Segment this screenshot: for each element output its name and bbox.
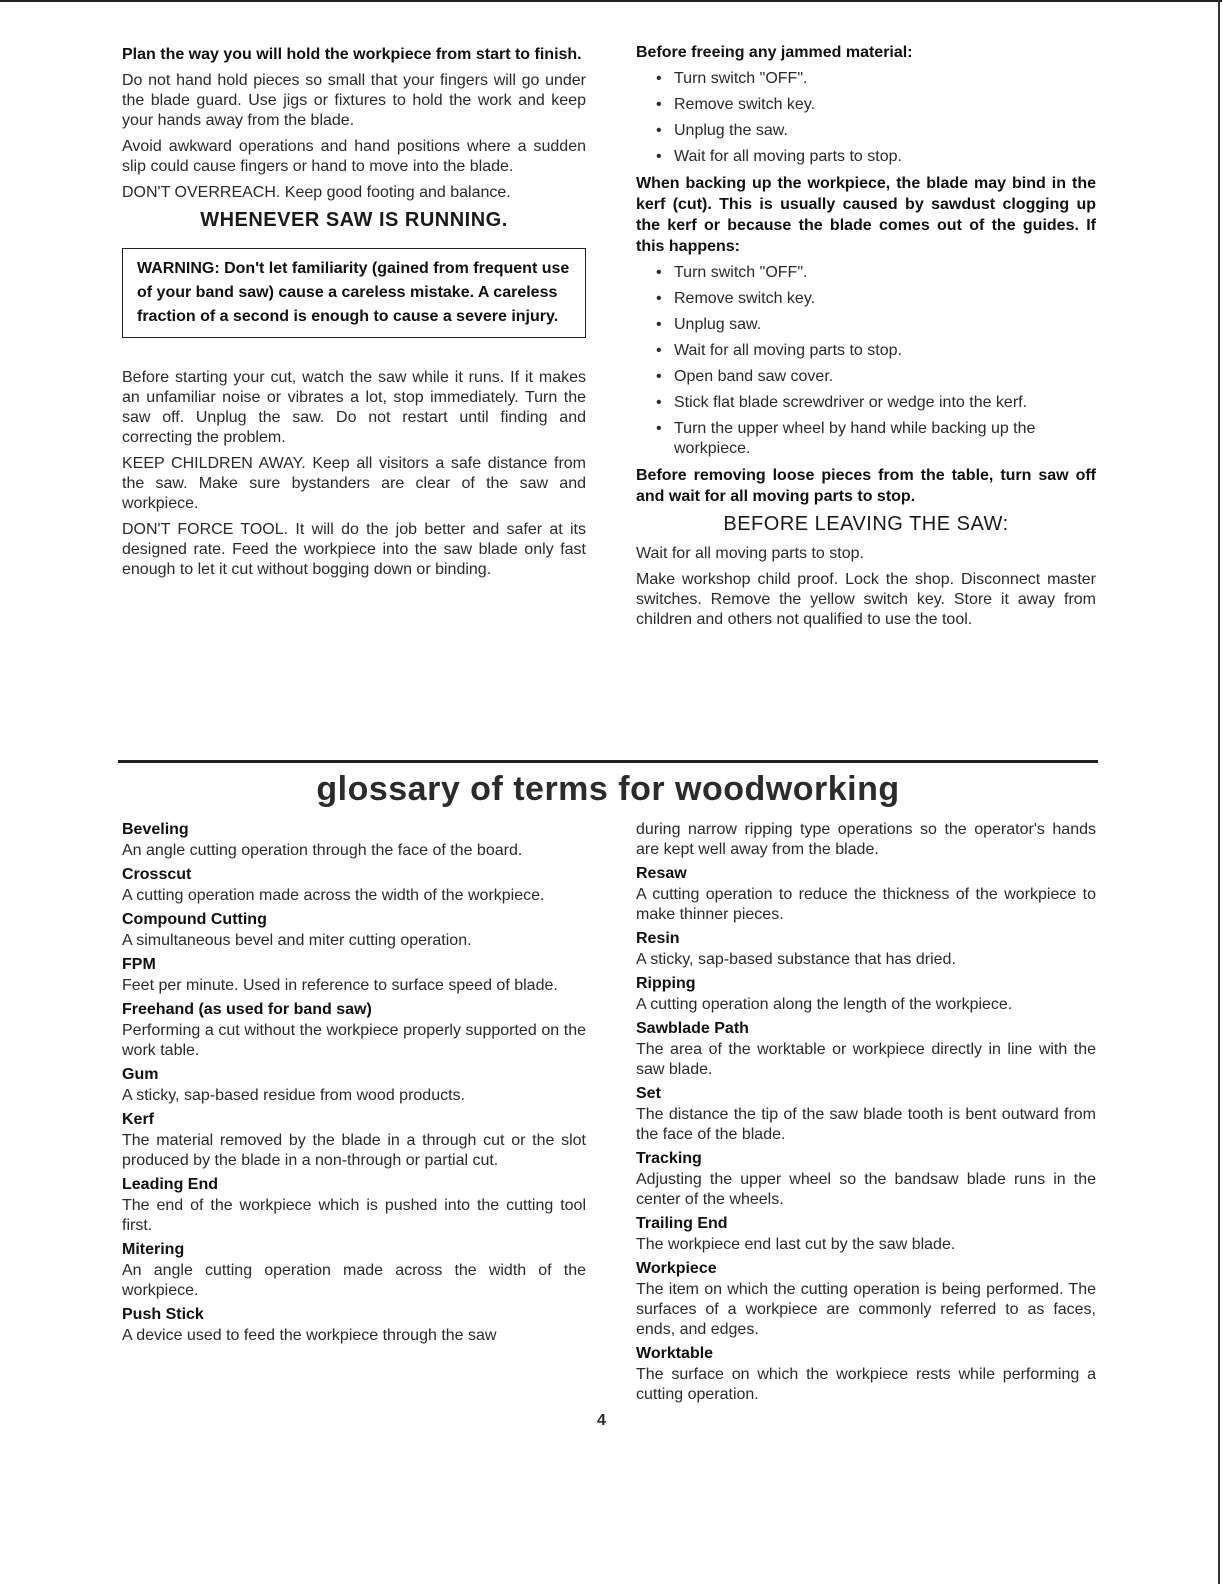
- list-item: • Unplug saw.: [636, 315, 1096, 335]
- glossary-entry: [122, 1000, 586, 1061]
- glossary-definition: Adjusting the upper wheel so the bandsaw blade runs in the center of the wheels.: [636, 1171, 1096, 1208]
- glossary-entry: [636, 1084, 1096, 1145]
- paragraph: Avoid awkward operations and hand positions where a sudden slip could cause fingers or hand to move into the blade.: [122, 138, 586, 175]
- paragraph: Wait for all moving parts to stop.: [636, 545, 864, 562]
- jammed-material-heading: Before freeing any jammed material:: [636, 44, 913, 61]
- glossary-entry: [122, 1110, 586, 1171]
- list-item: • Remove switch key.: [636, 289, 1096, 309]
- glossary-term: Ripping: [636, 975, 696, 992]
- glossary-term: Set: [636, 1085, 661, 1102]
- glossary-entry: [122, 1305, 586, 1346]
- glossary-entry: [636, 1214, 1096, 1255]
- glossary-definition: The material removed by the blade in a through cut or the slot produced by the blade in a non-through or partial cut.: [122, 1132, 586, 1169]
- glossary-title: glossary of terms for woodworking: [316, 770, 900, 808]
- glossary-definition: A cutting operation to reduce the thickness of the workpiece to make thinner pieces.: [636, 886, 1096, 923]
- glossary-entry: [636, 1344, 1096, 1405]
- glossary-term: Beveling: [122, 821, 189, 838]
- section-heading-running: WHENEVER SAW IS RUNNING.: [200, 209, 508, 231]
- right-top-column: [636, 42, 1096, 636]
- glossary-entry: [122, 865, 586, 906]
- paragraph: DON'T FORCE TOOL. It will do the job better and safer at its designed rate. Feed the workpiece into the saw blade only fast enough to let it cut without bogging down or binding.: [122, 521, 586, 578]
- glossary-definition: A simultaneous bevel and miter cutting operation.: [122, 932, 472, 949]
- glossary-definition: The end of the workpiece which is pushed into the cutting tool first.: [122, 1197, 586, 1234]
- backing-up-heading: When backing up the workpiece, the blade may bind in the kerf (cut). This is usually caused by sawdust clogging up the kerf or because the blade comes out of the guides. If this happens:: [636, 175, 1096, 255]
- left-top-column: [122, 44, 586, 586]
- glossary-definition: A device used to feed the workpiece through the saw: [122, 1327, 497, 1344]
- glossary-entry: [122, 1065, 586, 1106]
- top-border: [0, 0, 1222, 2]
- glossary-definition: A cutting operation made across the width of the workpiece.: [122, 887, 545, 904]
- glossary-entry: [122, 955, 586, 996]
- glossary-entry: [636, 929, 1096, 970]
- glossary-definition: A sticky, sap-based substance that has dried.: [636, 951, 956, 968]
- glossary-entry: [636, 974, 1096, 1015]
- glossary-term: Tracking: [636, 1150, 702, 1167]
- glossary-term: Push Stick: [122, 1306, 204, 1323]
- glossary-definition: A sticky, sap-based residue from wood products.: [122, 1087, 465, 1104]
- backing-steps-list: [636, 263, 1096, 459]
- glossary-term: Leading End: [122, 1176, 218, 1193]
- glossary-definition: The area of the worktable or workpiece directly in line with the saw blade.: [636, 1041, 1096, 1078]
- loose-pieces-heading: Before removing loose pieces from the table, turn saw off and wait for all moving parts to stop.: [636, 467, 1096, 505]
- list-item: • Stick flat blade screwdriver or wedge into the kerf.: [636, 393, 1096, 413]
- glossary-term: Compound Cutting: [122, 911, 267, 928]
- glossary-continuation: during narrow ripping type operations so the operator's hands are kept well away from the blade.: [636, 821, 1096, 858]
- right-border: [1218, 0, 1220, 1584]
- glossary-term: FPM: [122, 956, 156, 973]
- hold-workpiece-heading: Plan the way you will hold the workpiece from start to finish.: [122, 46, 582, 63]
- list-item: • Remove switch key.: [636, 95, 1096, 115]
- jammed-steps-list: [636, 69, 1096, 167]
- glossary-entry: [122, 1175, 586, 1236]
- glossary-entry: [122, 1240, 586, 1301]
- glossary-term: Resaw: [636, 865, 687, 882]
- glossary-definition: The workpiece end last cut by the saw blade.: [636, 1236, 956, 1253]
- glossary-term: Freehand (as used for band saw): [122, 1001, 372, 1018]
- list-item: • Turn the upper wheel by hand while backing up the workpiece.: [636, 419, 1096, 459]
- glossary-term: Sawblade Path: [636, 1020, 749, 1037]
- glossary-definition: Feet per minute. Used in reference to surface speed of blade.: [122, 977, 558, 994]
- glossary-definition: The distance the tip of the saw blade tooth is bent outward from the face of the blade.: [636, 1106, 1096, 1143]
- glossary-right-column: [636, 820, 1096, 1409]
- glossary-entry: [636, 1019, 1096, 1080]
- list-item: • Wait for all moving parts to stop.: [636, 341, 1096, 361]
- glossary-term: Worktable: [636, 1345, 714, 1362]
- glossary-definition: An angle cutting operation made across the width of the workpiece.: [122, 1262, 586, 1299]
- paragraph: Make workshop child proof. Lock the shop. Disconnect master switches. Remove the yellow switch key. Store it away from children and others not qualified to use the tool.: [636, 571, 1096, 628]
- glossary-definition: A cutting operation along the length of the workpiece.: [636, 996, 1013, 1013]
- glossary-entry: [636, 1149, 1096, 1210]
- list-item: • Open band saw cover.: [636, 367, 1096, 387]
- glossary-definition: An angle cutting operation through the face of the board.: [122, 842, 523, 859]
- glossary-term: Workpiece: [636, 1260, 717, 1277]
- paragraph: KEEP CHILDREN AWAY. Keep all visitors a safe distance from the saw. Make sure bystanders are clear of the saw and workpiece.: [122, 455, 586, 512]
- warning-box: [122, 248, 586, 338]
- page-number: 4: [597, 1412, 606, 1429]
- glossary-definition: Performing a cut without the workpiece properly supported on the work table.: [122, 1022, 586, 1059]
- list-item: • Turn switch "OFF".: [636, 263, 1096, 283]
- paragraph: Do not hand hold pieces so small that your fingers will go under the blade guard. Use jigs or fixtures to hold the work and keep your hands away from the blade.: [122, 72, 586, 129]
- section-divider: [118, 760, 1098, 763]
- glossary-left-column: [122, 818, 586, 1350]
- glossary-term: Trailing End: [636, 1215, 728, 1232]
- list-item: • Wait for all moving parts to stop.: [636, 147, 1096, 167]
- paragraph: DON'T OVERREACH. Keep good footing and balance.: [122, 184, 511, 201]
- glossary-entry: [122, 910, 586, 951]
- glossary-term: Mitering: [122, 1241, 185, 1258]
- glossary-term: Kerf: [122, 1111, 155, 1128]
- glossary-entry: [122, 820, 586, 861]
- section-heading-leaving: BEFORE LEAVING THE SAW:: [723, 513, 1009, 535]
- glossary-entry: [636, 1259, 1096, 1340]
- glossary-definition: The item on which the cutting operation is being performed. The surfaces of a workpiece are commonly referred to as faces, ends, and edges.: [636, 1281, 1096, 1338]
- paragraph: Before starting your cut, watch the saw while it runs. If it makes an unfamiliar noise or vibrates a lot, stop immediately. Turn the saw off. Unplug the saw. Do not restart until finding and correcting the problem.: [122, 369, 586, 446]
- glossary-entry: [636, 864, 1096, 925]
- list-item: • Unplug the saw.: [636, 121, 1096, 141]
- glossary-definition: The surface on which the workpiece rests while performing a cutting operation.: [636, 1366, 1096, 1403]
- warning-text: WARNING: Don't let familiarity (gained from frequent use of your band saw) cause a careless mistake. A careless fraction of a second is enough to cause a severe injury.: [137, 260, 570, 325]
- glossary-term: Crosscut: [122, 866, 192, 883]
- glossary-term: Resin: [636, 930, 680, 947]
- glossary-term: Gum: [122, 1066, 159, 1083]
- list-item: • Turn switch "OFF".: [636, 69, 1096, 89]
